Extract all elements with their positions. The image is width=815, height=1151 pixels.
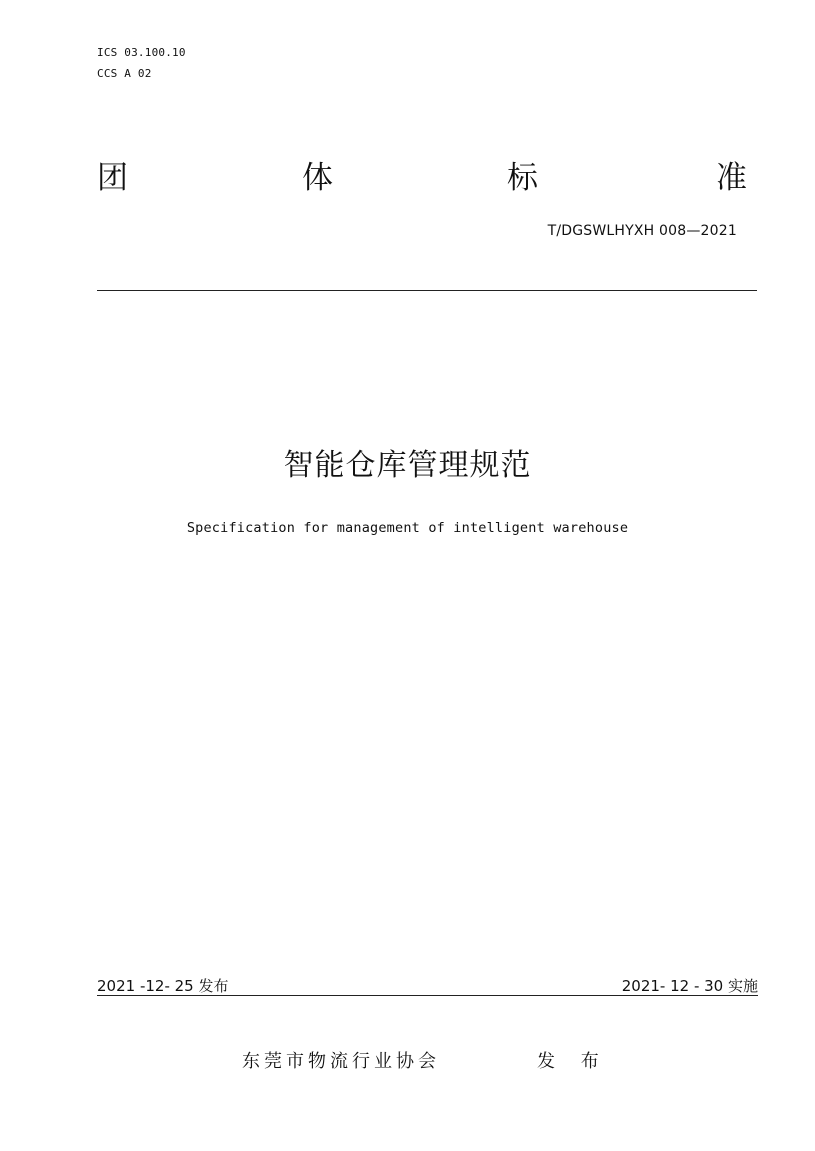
header-divider bbox=[97, 290, 757, 291]
ccs-code: CCS A 02 bbox=[97, 67, 152, 80]
classification-codes bbox=[97, 42, 186, 84]
standard-type-char: 标 bbox=[507, 160, 538, 196]
issue-date: 2021 -12- 25 发布 bbox=[97, 977, 229, 995]
standard-number: T/DGSWLHYXH 008—2021 bbox=[547, 223, 737, 239]
publish-label: 发 布 bbox=[537, 1051, 609, 1072]
standard-type-char: 准 bbox=[716, 160, 747, 196]
publisher-name: 东莞市物流行业协会 bbox=[242, 1051, 440, 1072]
standard-type-heading bbox=[97, 158, 747, 198]
implementation-date: 2021- 12 - 30 实施 bbox=[621, 977, 758, 995]
standard-type-char: 体 bbox=[302, 160, 333, 196]
standard-type-char: 团 bbox=[97, 160, 128, 196]
footer-divider bbox=[97, 995, 758, 996]
ics-code: ICS 03.100.10 bbox=[97, 46, 186, 59]
document-title-chinese: 智能仓库管理规范 bbox=[283, 448, 532, 483]
document-title-english: Specification for management of intelligent warehouse bbox=[186, 520, 629, 536]
